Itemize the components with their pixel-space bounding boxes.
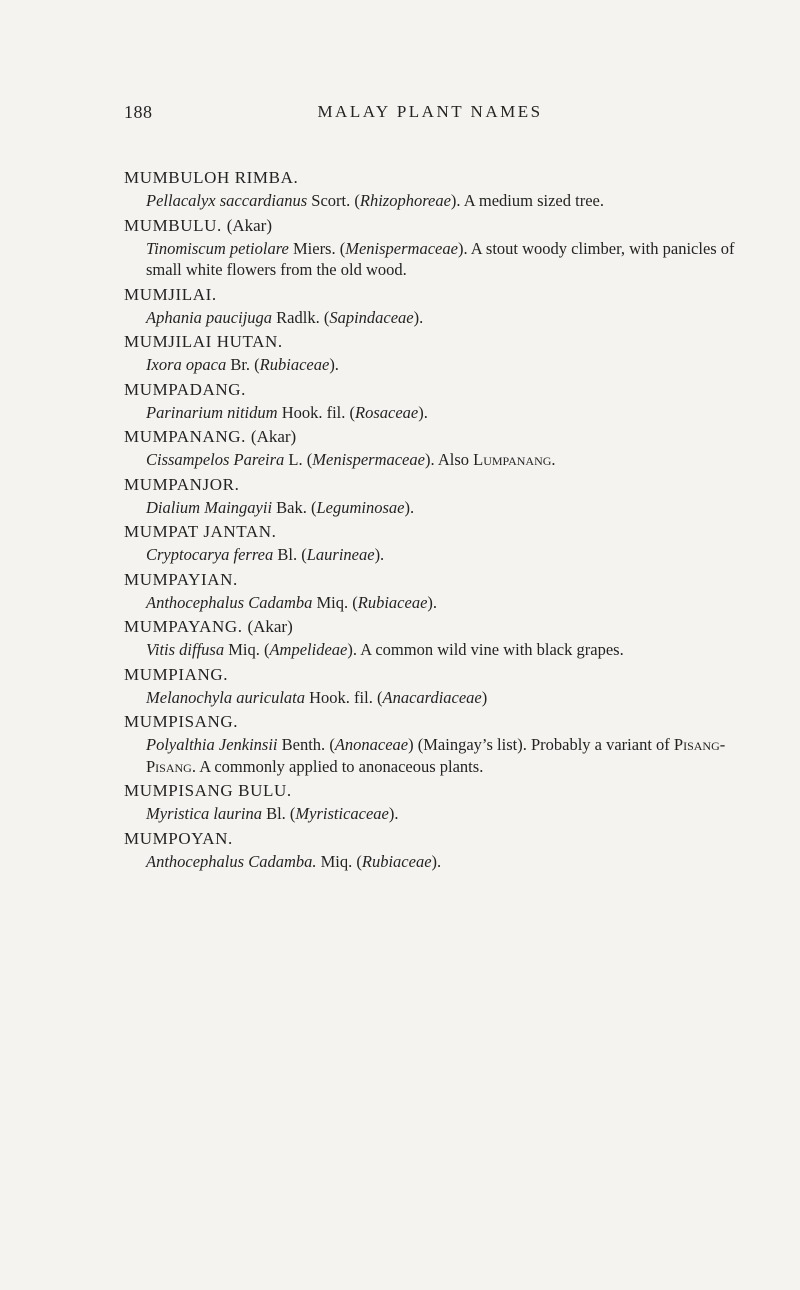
page-header [124,102,736,132]
headword: MUMPISANG BULU. [124,781,292,800]
species-name: Myristica laurina [146,804,262,823]
entry-definition: Parinarium nitidum Hook. fil. (Rosaceae). [146,402,428,422]
family-name: Leguminosae [316,497,405,517]
authority: Miq. [228,640,260,659]
authority: Hook. fil. [281,402,346,422]
dictionary-entry [124,710,744,779]
species-name: Anthocephalus Cadamba [146,592,313,612]
headword: MUMPANJOR. [124,474,240,494]
entry-headword-line [124,473,744,497]
headword: MUMPIANG. [124,664,229,684]
entry-headword-line [124,283,744,307]
dictionary-entry [124,520,744,568]
authority: Bak. [276,497,307,517]
headword: MUMPANANG. [124,427,247,446]
entry-definition: Dialium Maingayii Bak. (Leguminosae). [146,497,415,517]
headword: MUMPAYIAN. [124,569,238,589]
headword: MUMJILAI. [124,284,217,304]
entry-definition: Aphania paucijuga Radlk. (Sapindaceae). [146,307,424,327]
species-name: Dialium Maingayii [146,497,273,517]
entry-description: A stout woody climber, with panicles of small white flowers from the old wood. [146,238,735,279]
family-name: Myristicaceae [295,804,389,823]
family-name: Anacardiaceae [382,687,482,707]
entry-definition: Anthocephalus Cadamba Miq. (Rubiaceae). [146,592,438,612]
dictionary-entry [124,214,744,283]
species-name: Melanochyla auriculata [146,687,306,707]
dictionary-entry [124,473,744,521]
family-name: Rhizophoreae [359,191,451,210]
species-name: Parinarium nitidum [146,402,278,422]
family-name: Rubiaceae [259,355,330,374]
plant-type-note: (Akar) [247,617,293,636]
dictionary-entry [124,283,744,331]
family-name: Rubiaceae [357,592,428,612]
headword: MUMPISANG. [124,712,239,731]
headword: MUMPOYAN. [124,828,233,848]
headword: MUMBULOH RIMBA. [124,168,299,187]
species-name: Vitis diffusa [146,640,225,659]
authority: Miq. [320,851,353,871]
entry-definition: Melanochyla auriculata Hook. fil. (Anacardiaceae) [146,687,488,707]
page-number: 188 [124,102,153,122]
plant-type-note: (Akar) [250,427,297,446]
running-head: MALAY PLANT NAMES [317,102,543,121]
entry-definition: Anthocephalus Cadamba. Miq. (Rubiaceae). [146,851,442,871]
entry-headword-line [124,827,744,851]
dictionary-entry [124,166,744,214]
entry-headword-line [124,378,744,402]
entry-description-continued: A commonly applied to anonaceous plants. [199,756,484,776]
entry-headword-line [124,615,744,639]
family-name: Menispermaceae [345,238,458,258]
entry-list [124,166,744,874]
headword: MUMPADANG. [124,379,247,399]
entry-headword-line [124,779,744,803]
entry-headword-line [124,710,744,734]
entry-description: A medium sized tree. [463,191,604,210]
family-name: Ampelideae [269,640,348,659]
entry-headword-line [124,568,744,592]
family-name: Menispermaceae [312,450,425,469]
dictionary-entry [124,663,744,711]
cross-reference: Lumpanang. [473,450,556,469]
dictionary-entry [124,827,744,875]
entry-definition: Ixora opaca Br. (Rubiaceae). [146,355,339,374]
family-name: Rubiaceae [361,851,432,871]
authority: Miers. [292,238,336,258]
plant-type-note: (Akar) [226,215,273,235]
species-name: Polyalthia Jenkinsii [146,735,278,754]
entry-description: (Maingay’s list). Probably a variant of [417,735,670,754]
family-name: Sapindaceae [329,307,414,327]
species-name: Anthocephalus Cadamba. [146,851,317,871]
headword: MUMPAT JANTAN. [124,522,277,541]
entry-definition: Pellacalyx saccardianus Scort. (Rhizophoreae). A medium sized tree. [146,191,604,210]
authority: Scort. [311,191,351,210]
family-name: Rosaceae [355,402,419,422]
entry-headword-line [124,330,744,354]
dictionary-entry [124,330,744,378]
entry-definition: Vitis diffusa Miq. (Ampelideae). A common wild vine with black grapes. [146,640,624,659]
authority: Miq. [316,592,349,612]
authority: Bl. [277,545,298,564]
authority: Bl. [266,804,286,823]
entry-definition: Cryptocarya ferrea Bl. (Laurineae). [146,545,385,564]
authority: Benth. [281,735,326,754]
headword: MUMBULU. [124,215,222,235]
family-name: Laurineae [306,545,375,564]
entry-headword-line [124,520,744,544]
headword: MUMJILAI HUTAN. [124,332,283,351]
entry-headword-line [124,166,744,190]
authority: Hook. fil. [309,687,373,707]
dictionary-entry [124,779,744,827]
authority: Br. [230,355,251,374]
species-name: Cissampelos Pareira [146,450,285,469]
dictionary-entry [124,425,744,473]
species-name: Tinomiscum petiolare [146,238,289,258]
species-name: Ixora opaca [146,355,227,374]
dictionary-entry [124,568,744,616]
species-name: Pellacalyx saccardianus [146,191,308,210]
dictionary-entry [124,615,744,663]
headword: MUMPAYANG. [124,617,243,636]
entry-headword-line [124,214,744,238]
authority: L. [288,450,303,469]
entry-definition: Cissampelos Pareira L. (Menispermaceae). Also Lumpanang. [146,450,556,469]
family-name: Anonaceae [334,735,409,754]
entry-definition: Myristica laurina Bl. (Myristicaceae). [146,804,399,823]
cross-reference: Pisang-Pisang. [146,735,726,776]
species-name: Aphania paucijuga [146,307,273,327]
entry-definition: Polyalthia Jenkinsii Benth. (Anonaceae) (Maingay’s list). Probably a variant of Pisang-Pisang. A commonly applied to anonaceous plants. [146,735,726,776]
authority: Radlk. [276,307,320,327]
entry-headword-line [124,425,744,449]
entry-description: A common wild vine with black grapes. [360,640,624,659]
entry-description: Also [437,450,469,469]
entry-definition: Tinomiscum petiolare Miers. (Menispermaceae). A stout woody climber, with panicles of small white flowers from the old wood. [146,238,735,279]
species-name: Cryptocarya ferrea [146,545,274,564]
entry-headword-line [124,663,744,687]
dictionary-entry [124,378,744,426]
